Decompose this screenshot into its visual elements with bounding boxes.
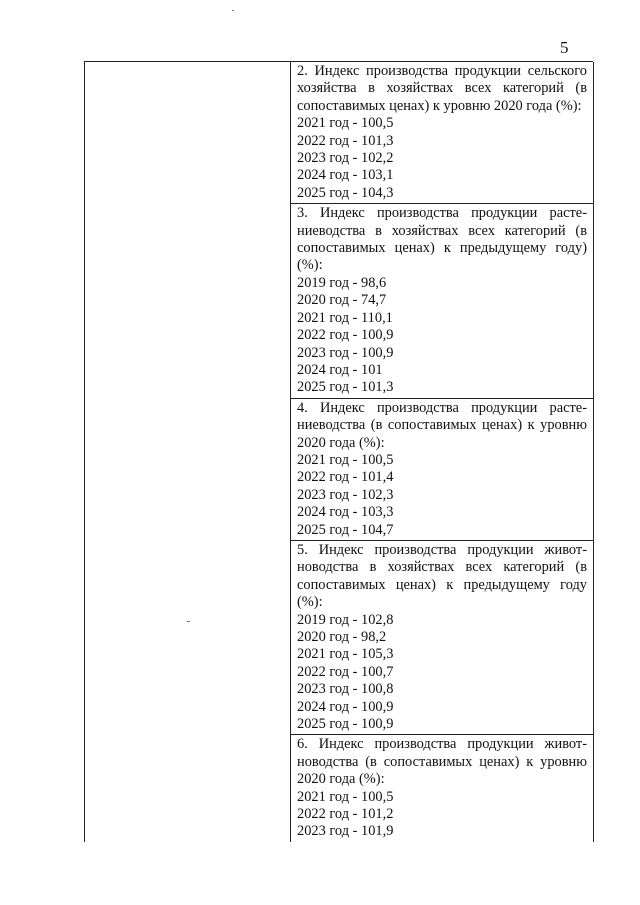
indicator-block-6 (291, 735, 593, 841)
indicator-title: 3. Индекс производства продукции растениеводства в хозяйствах всех категорий (в сопоставимых ценах) к предыдущему году) (%): (297, 205, 587, 274)
indicator-value-line: 2022 год - 100,7 (297, 663, 394, 680)
indicator-value-line: 2025 год - 104,3 (297, 184, 394, 201)
indicator-block-4 (291, 399, 593, 541)
indicator-value-line: 2020 год - 74,7 (297, 292, 387, 309)
indicator-value-line: 2021 год - 100,5 (297, 115, 394, 132)
indicator-value-line: 2021 год - 105,3 (297, 646, 394, 663)
indicator-value-line: 2019 год - 98,6 (297, 274, 387, 291)
indicator-value-line: 2025 год - 104,7 (297, 521, 394, 538)
scan-speck (232, 10, 234, 11)
table-left-column (85, 62, 291, 842)
indicator-value-line: 2023 год - 100,8 (297, 681, 394, 698)
indicator-value-line: 2019 год - 102,8 (297, 611, 394, 628)
page-number: 5 (560, 38, 569, 57)
indicator-block-2 (291, 62, 593, 204)
indicator-value-line: 2021 год - 110,1 (297, 309, 393, 326)
indicator-value-line: 2024 год - 103,1 (297, 167, 394, 184)
indicator-value-line: 2024 год - 103,3 (297, 504, 394, 521)
indicator-value-line: 2020 год - 98,2 (297, 629, 387, 645)
document-table (84, 61, 593, 842)
indicator-title: 6. Индекс производства продукции животноводства (в сопоставимых ценах) к уровню 2020 года (%): (297, 736, 587, 788)
indicator-value-line: 2021 год - 100,5 (297, 788, 394, 805)
indicator-value-line: 2023 год - 102,2 (297, 150, 394, 167)
indicator-value-line: 2025 год - 101,3 (297, 379, 394, 396)
indicator-value-line: 2022 год - 101,4 (297, 469, 394, 486)
scan-speck (187, 621, 190, 622)
indicator-value-line: 2024 год - 100,9 (297, 698, 394, 715)
indicator-value-line: 2023 год - 100,9 (297, 344, 394, 361)
indicator-value-line: 2022 год - 100,9 (297, 327, 394, 344)
indicator-block-3 (291, 204, 593, 398)
indicator-value-line: 2022 год - 101,2 (297, 806, 394, 823)
indicator-value-line: 2022 год - 101,3 (297, 132, 394, 149)
indicator-title: 2. Индекс производства продукции сельского хозяйства в хозяйствах всех категорий (в сопоставимых ценах) к уровню 2020 года (%): (297, 63, 587, 114)
indicator-title: 5. Индекс производства продукции животноводства в хозяйствах всех категорий (в сопоставимых ценах) к предыдущему году (%): (297, 541, 587, 611)
indicator-title: 4. Индекс производства продукции растениеводства (в сопоставимых ценах) к уровню 2020 года (%): (297, 399, 587, 451)
indicator-value-line: 2023 год - 101,9 (297, 823, 394, 840)
indicator-value-line: 2025 год - 100,9 (297, 716, 394, 733)
indicator-value-line: 2021 год - 100,5 (297, 451, 394, 468)
indicator-value-line: 2024 год - 101 (297, 361, 383, 378)
indicator-block-5 (291, 541, 593, 735)
indicator-value-line: 2023 год - 102,3 (297, 486, 394, 503)
table-right-column (291, 62, 594, 842)
